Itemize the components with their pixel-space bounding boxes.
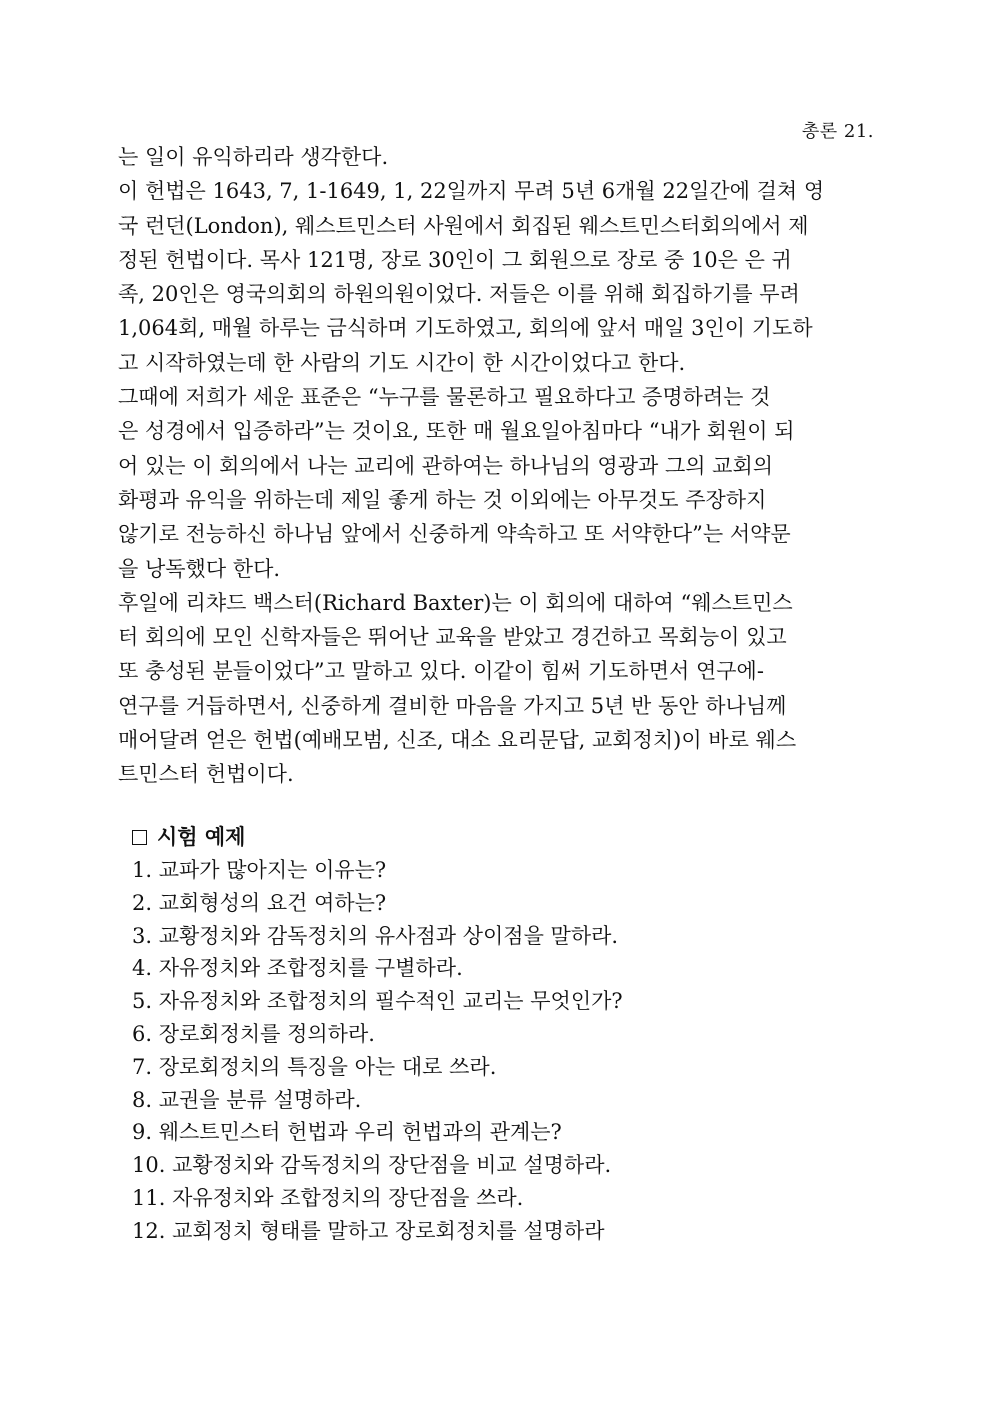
text-line: 연구를 거듭하면서, 신중하게 결비한 마음을 가지고 5년 반 동안 하나님께	[118, 693, 787, 718]
text-line: 는 일이 유익하리라 생각한다.	[118, 145, 389, 169]
text-line: 은 성경에서 입증하라”는 것이요, 또한 매 월요일아침마다 “내가 회원이 되	[118, 419, 795, 444]
question-item: 5. 자유정치와 조합정치의 필수적인 교리는 무엇인가?	[132, 989, 623, 1014]
text-line: 정된 헌법이다. 목사 121명, 장로 30인이 그 회원으로 장로 중 10은 은 귀	[118, 247, 792, 272]
text-line: 을 낭독했다 한다.	[118, 556, 281, 581]
text-line: 국 런던(London), 웨스트민스터 사원에서 회집된 웨스트민스터회의에서 제	[118, 213, 809, 238]
exam-title-text: 시험 예제	[157, 824, 246, 849]
paragraph	[118, 380, 874, 586]
text-line: 후일에 리챠드 백스터(Richard Baxter)는 이 회의에 대하여 “웨스트민스	[118, 590, 793, 615]
question-item: 11. 자유정치와 조합정치의 장단점을 쓰라.	[132, 1185, 524, 1210]
text-line: 고 시작하였는데 한 사람의 기도 시간이 한 시간이었다고 한다.	[118, 350, 686, 375]
page-header: 총론 21.	[801, 121, 874, 142]
paragraph	[118, 174, 874, 380]
text-line: 또 충성된 분들이었다”고 말하고 있다. 이같이 힘써 기도하면서 연구에-	[118, 659, 764, 684]
text-line: 족, 20인은 영국의회의 하원의원이었다. 저들은 이를 위해 회집하기를 무려	[118, 282, 800, 307]
text-line: 트민스터 헌법이다.	[118, 762, 294, 787]
text-line: 이 헌법은 1643, 7, 1-1649, 1, 22일까지 무려 5년 6개월 22일간에 걸쳐 영	[118, 179, 825, 204]
question-item: 6. 장로회정치를 정의하라.	[132, 1021, 375, 1046]
exam-title	[132, 820, 872, 854]
body-text	[118, 140, 874, 792]
question-item: 1. 교파가 많아지는 이유는?	[132, 858, 387, 882]
text-line: 화평과 유익을 위하는데 제일 좋게 하는 것 이외에는 아무것도 주장하지	[118, 487, 767, 512]
question-item: 2. 교회형성의 요건 여하는?	[132, 890, 387, 915]
text-line: 1,064회, 매월 하루는 금식하며 기도하였고, 회의에 앞서 매일 3인이 기도하	[118, 316, 813, 341]
question-item: 3. 교황정치와 감독정치의 유사점과 상이점을 말하라.	[132, 923, 619, 948]
question-item: 8. 교권을 분류 설명하라.	[132, 1087, 362, 1112]
question-item: 9. 웨스트민스터 헌법과 우리 헌법과의 관계는?	[132, 1120, 562, 1145]
exam-section	[132, 820, 872, 1248]
question-item: 12. 교회정치 형태를 말하고 장로회정치를 설명하라	[132, 1218, 605, 1243]
paragraph	[118, 586, 874, 792]
text-line: 그때에 저희가 세운 표준은 “누구를 물론하고 필요하다고 증명하려는 것	[118, 385, 771, 410]
text-line: 어 있는 이 회의에서 나는 교리에 관하여는 하나님의 영광과 그의 교회의	[118, 453, 774, 478]
text-line: 매어달려 얻은 헌법(예배모범, 신조, 대소 요리문답, 교회정치)이 바로 웨스	[118, 728, 797, 753]
checkbox-icon	[132, 830, 147, 845]
question-item: 4. 자유정치와 조합정치를 구별하라.	[132, 956, 463, 981]
question-item: 7. 장로회정치의 특징을 아는 대로 쓰라.	[132, 1054, 497, 1079]
question-item: 10. 교황정치와 감독정치의 장단점을 비교 설명하라.	[132, 1153, 612, 1178]
paragraph	[118, 140, 874, 174]
text-line: 터 회의에 모인 신학자들은 뛰어난 교육을 받았고 경건하고 목회능이 있고	[118, 625, 787, 650]
text-line: 않기로 전능하신 하나님 앞에서 신중하게 약속하고 또 서약한다”는 서약문	[118, 522, 791, 547]
